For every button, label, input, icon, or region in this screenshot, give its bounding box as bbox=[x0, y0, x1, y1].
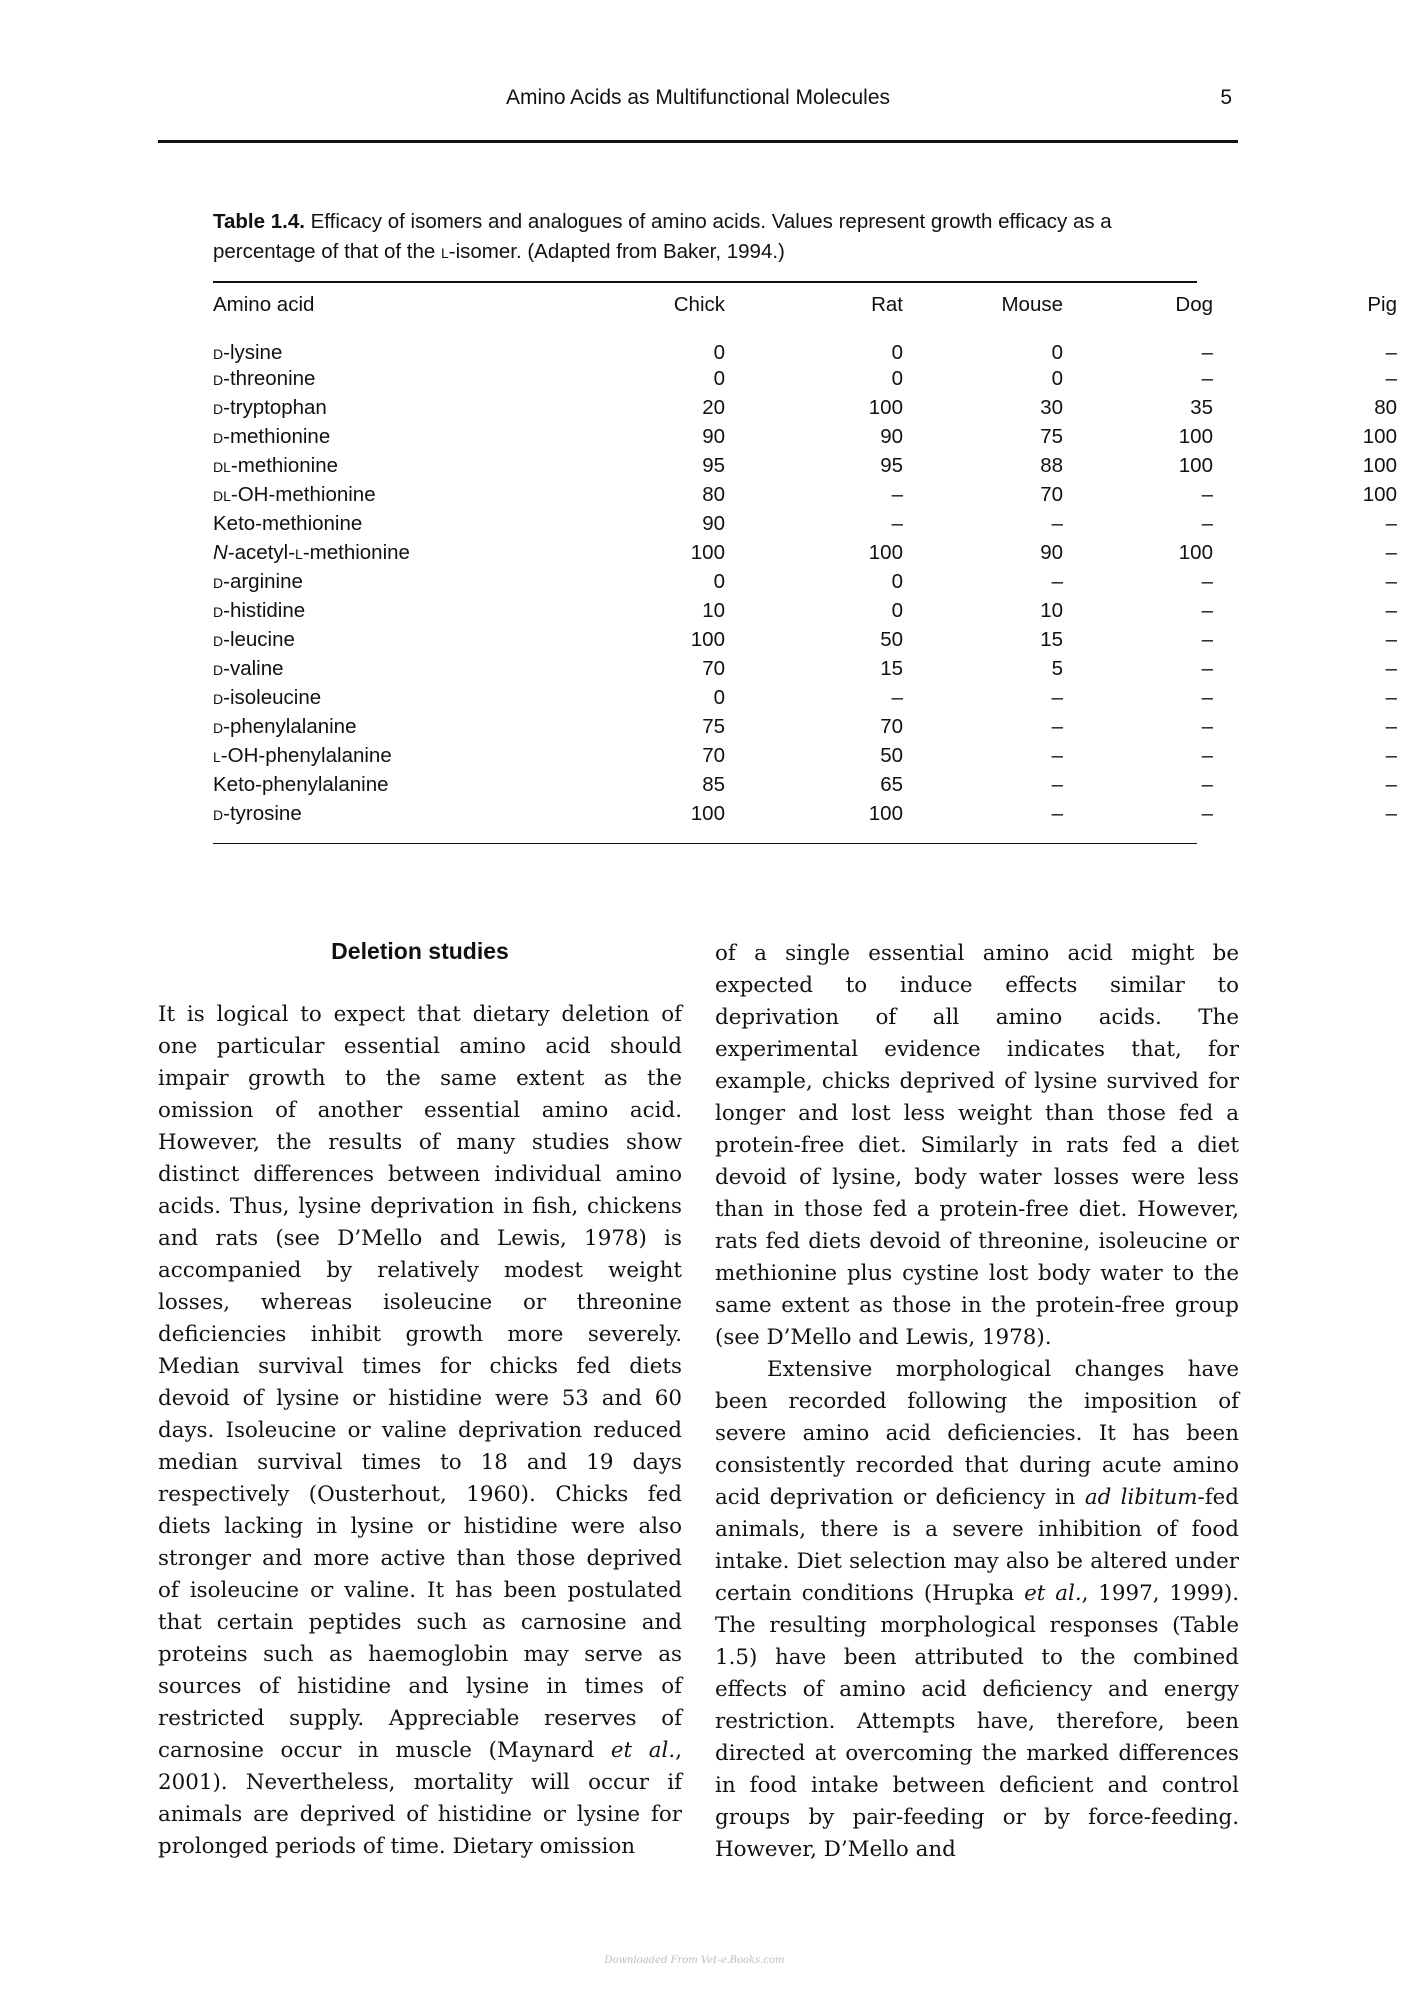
value-cell: – bbox=[1051, 570, 1063, 593]
value-cell: – bbox=[1051, 773, 1063, 796]
table-caption bbox=[213, 207, 1197, 267]
value-cell: – bbox=[1385, 367, 1397, 390]
amino-acid-cell bbox=[213, 539, 513, 568]
header-rule bbox=[158, 140, 1238, 143]
value-cell: – bbox=[1385, 512, 1397, 535]
value-cell: 70 bbox=[702, 744, 725, 767]
value-cell: 85 bbox=[702, 773, 725, 796]
value-cell: 100 bbox=[868, 396, 903, 419]
value-cell: 50 bbox=[880, 744, 903, 767]
amino-acid-name: N-acetyl-l-methionine bbox=[213, 541, 410, 564]
running-title: Amino Acids as Multifunctional Molecules bbox=[505, 86, 890, 109]
value-cell: 90 bbox=[702, 512, 725, 535]
value-cell: – bbox=[1385, 715, 1397, 738]
value-cell: 90 bbox=[1040, 541, 1063, 564]
value-cell: – bbox=[1051, 715, 1063, 738]
amino-acid-name: -histidine bbox=[223, 599, 306, 622]
value-cell: – bbox=[1201, 744, 1213, 767]
table-row bbox=[213, 713, 1407, 742]
value-cell: 100 bbox=[690, 802, 725, 825]
running-header bbox=[158, 86, 1238, 116]
value-cell: – bbox=[1201, 773, 1213, 796]
table-row bbox=[213, 597, 1407, 626]
amino-acid-cell bbox=[213, 394, 513, 423]
isomer-prefix: dl bbox=[213, 483, 231, 506]
isomer-prefix: d bbox=[213, 367, 224, 390]
isomer-prefix: d bbox=[213, 396, 224, 419]
amino-acid-name: -methionine bbox=[223, 425, 331, 448]
table-row bbox=[213, 539, 1407, 568]
paragraph-text: -fed animals, there is a severe inhibition of food intake. Diet selection may also be altered under certain conditions (Hrupka bbox=[715, 1485, 1239, 1606]
table-header-row bbox=[213, 283, 1407, 327]
table-caption-isomer-prefix: l bbox=[440, 240, 449, 263]
column-header: Rat bbox=[871, 292, 903, 316]
value-cell: – bbox=[1201, 657, 1213, 680]
value-cell: – bbox=[1385, 686, 1397, 709]
italic-text: et al. bbox=[610, 1738, 676, 1763]
table-row bbox=[213, 365, 1407, 394]
value-cell: – bbox=[1051, 686, 1063, 709]
amino-acid-cell bbox=[213, 481, 513, 510]
amino-acid-name: -lysine bbox=[223, 340, 283, 364]
value-cell: 100 bbox=[868, 541, 903, 564]
amino-acid-name: -threonine bbox=[223, 367, 316, 390]
amino-acid-name: -methionine bbox=[230, 454, 339, 477]
amino-acid-name: -leucine bbox=[223, 628, 295, 651]
amino-acid-name: -tryptophan bbox=[223, 396, 327, 419]
value-cell: – bbox=[1201, 686, 1213, 709]
download-watermark: Downloaded From Vet-e.Books.com bbox=[604, 1955, 785, 1966]
value-cell: 70 bbox=[1040, 483, 1063, 506]
table-caption-text: Efficacy of isomers and analogues of amino acids. Values represent growth efficacy as a percentage of that of the bbox=[213, 210, 1112, 263]
table-row bbox=[213, 771, 1407, 800]
column-header: Chick bbox=[673, 292, 725, 316]
value-cell: 0 bbox=[713, 340, 725, 364]
value-cell: – bbox=[891, 686, 903, 709]
value-cell: – bbox=[1051, 744, 1063, 767]
value-cell: 88 bbox=[1040, 454, 1063, 477]
value-cell: – bbox=[1051, 512, 1063, 535]
value-cell: – bbox=[1201, 715, 1213, 738]
column-header: Amino acid bbox=[213, 292, 315, 316]
value-cell: – bbox=[1385, 773, 1397, 796]
amino-acid-name: -OH-phenylalanine bbox=[220, 744, 392, 767]
value-cell: 90 bbox=[702, 425, 725, 448]
right-text-column bbox=[715, 938, 1239, 1866]
isomer-prefix: d bbox=[213, 686, 224, 709]
table-bottom-rule bbox=[213, 843, 1197, 845]
amino-acid-cell bbox=[213, 452, 513, 481]
value-cell: – bbox=[1201, 570, 1213, 593]
value-cell: 70 bbox=[880, 715, 903, 738]
value-cell: 50 bbox=[880, 628, 903, 651]
amino-acid-cell bbox=[213, 800, 513, 829]
isomer-prefix: dl bbox=[213, 454, 231, 477]
value-cell: 0 bbox=[891, 367, 903, 390]
amino-acid-cell bbox=[213, 327, 513, 365]
amino-acid-cell bbox=[213, 510, 513, 539]
amino-acid-name: -phenylalanine bbox=[223, 715, 357, 738]
table-row bbox=[213, 568, 1407, 597]
table-row bbox=[213, 510, 1407, 539]
amino-acid-name: -isoleucine bbox=[223, 686, 322, 709]
value-cell: – bbox=[1385, 340, 1397, 364]
amino-acid-name: Keto-phenylalanine bbox=[213, 773, 389, 796]
value-cell: – bbox=[1385, 657, 1397, 680]
value-cell: 100 bbox=[1178, 454, 1213, 477]
value-cell: 100 bbox=[690, 628, 725, 651]
value-cell: 0 bbox=[713, 570, 725, 593]
isomer-prefix: d bbox=[213, 715, 224, 738]
value-cell: 100 bbox=[1362, 483, 1397, 506]
value-cell: – bbox=[891, 483, 903, 506]
value-cell: 0 bbox=[891, 570, 903, 593]
isomer-prefix: d bbox=[213, 599, 224, 622]
value-cell: – bbox=[1385, 628, 1397, 651]
value-cell: – bbox=[1201, 628, 1213, 651]
isomer-prefix: d bbox=[213, 425, 224, 448]
value-cell: 10 bbox=[1040, 599, 1063, 622]
value-cell: 95 bbox=[880, 454, 903, 477]
isomer-prefix: d bbox=[213, 657, 224, 680]
value-cell: 100 bbox=[868, 802, 903, 825]
table-row bbox=[213, 626, 1407, 655]
isomer-prefix: d bbox=[213, 340, 224, 364]
amino-acid-cell bbox=[213, 742, 513, 771]
value-cell: 90 bbox=[880, 425, 903, 448]
table-row bbox=[213, 655, 1407, 684]
isomer-prefix: d bbox=[213, 570, 224, 593]
value-cell: 80 bbox=[702, 483, 725, 506]
value-cell: 75 bbox=[1040, 425, 1063, 448]
table-row bbox=[213, 452, 1407, 481]
value-cell: 0 bbox=[891, 599, 903, 622]
italic-text: ad libitum bbox=[1084, 1485, 1198, 1510]
body-paragraph: of a single essential amino acid might be expected to induce effects similar to deprivation of all amino acids. The experimental evidence indicates that, for example, chicks deprived of lysine survived for longer and lost less weight than those fed a protein-free diet. Similarly in rats fed a diet devoid of lysine, body water losses were less than in those fed a protein-free diet. However, rats fed diets devoid of threonine, isoleucine or methionine plus cystine lost body water to the same extent as those in the protein-free group (see D’Mello and Lewis, 1978). bbox=[715, 941, 1239, 1350]
value-cell: 75 bbox=[702, 715, 725, 738]
amino-acid-name: -valine bbox=[223, 657, 284, 680]
table-row bbox=[213, 684, 1407, 713]
value-cell: – bbox=[1051, 802, 1063, 825]
table-row bbox=[213, 327, 1407, 365]
table-row bbox=[213, 800, 1407, 829]
value-cell: 0 bbox=[1051, 340, 1063, 364]
value-cell: 100 bbox=[1362, 425, 1397, 448]
value-cell: – bbox=[1201, 367, 1213, 390]
amino-acid-cell bbox=[213, 684, 513, 713]
section-heading: Deletion studies bbox=[331, 938, 509, 964]
amino-acid-cell bbox=[213, 423, 513, 452]
value-cell: 30 bbox=[1040, 396, 1063, 419]
table-row bbox=[213, 394, 1407, 423]
column-header: Mouse bbox=[1001, 292, 1063, 316]
value-cell: – bbox=[1385, 541, 1397, 564]
value-cell: – bbox=[1385, 802, 1397, 825]
table-1-4 bbox=[213, 207, 1397, 844]
value-cell: 15 bbox=[1040, 628, 1063, 651]
table-caption-text-end: -isomer. (Adapted from Baker, 1994.) bbox=[448, 240, 785, 263]
table-caption-label: Table 1.4. bbox=[213, 210, 305, 233]
value-cell: 100 bbox=[1178, 541, 1213, 564]
value-cell: 100 bbox=[690, 541, 725, 564]
amino-acid-cell bbox=[213, 713, 513, 742]
value-cell: – bbox=[1385, 744, 1397, 767]
value-cell: – bbox=[1201, 483, 1213, 506]
paragraph-text: , 2001). Nevertheless, mortality will occur if animals are deprived of histidine or lysine for prolonged periods of time. Dietary omission bbox=[158, 1738, 682, 1859]
left-text-column bbox=[158, 999, 682, 1863]
value-cell: 0 bbox=[1051, 367, 1063, 390]
column-header: Dog bbox=[1175, 292, 1213, 316]
value-cell: – bbox=[891, 512, 903, 535]
value-cell: 10 bbox=[702, 599, 725, 622]
value-cell: 100 bbox=[1178, 425, 1213, 448]
amino-acid-name: Keto-methionine bbox=[213, 512, 363, 535]
efficacy-table bbox=[213, 283, 1407, 829]
value-cell: 5 bbox=[1051, 657, 1063, 680]
amino-acid-cell bbox=[213, 568, 513, 597]
amino-acid-cell bbox=[213, 655, 513, 684]
value-cell: – bbox=[1201, 802, 1213, 825]
value-cell: 15 bbox=[880, 657, 903, 680]
isomer-prefix: l bbox=[213, 744, 221, 767]
value-cell: – bbox=[1385, 570, 1397, 593]
body-paragraph bbox=[158, 999, 682, 1863]
value-cell: – bbox=[1385, 599, 1397, 622]
value-cell: 80 bbox=[1374, 396, 1397, 419]
value-cell: – bbox=[1201, 512, 1213, 535]
value-cell: – bbox=[1201, 340, 1213, 364]
value-cell: 65 bbox=[880, 773, 903, 796]
amino-acid-name: -arginine bbox=[223, 570, 303, 593]
page-number: 5 bbox=[1220, 86, 1232, 109]
value-cell: 35 bbox=[1190, 396, 1213, 419]
value-cell: 100 bbox=[1362, 454, 1397, 477]
table-row bbox=[213, 742, 1407, 771]
amino-acid-name: -tyrosine bbox=[223, 802, 302, 825]
paragraph-text: Extensive morphological changes have been recorded following the imposition of severe amino acid deficiencies. It has been consistently recorded that during acute amino acid deprivation or deficiency in bbox=[715, 1357, 1239, 1510]
value-cell: 0 bbox=[713, 686, 725, 709]
paragraph-text: , 1997, 1999). The resulting morphological responses (Table 1.5) have been attributed to the combined effects of amino acid deficiency and energy restriction. Attempts have, therefore, been directed at overcoming the marked differences in food intake between deficient and control groups by pair-feeding or by force-feeding. However, D’Mello and bbox=[715, 1581, 1240, 1862]
value-cell: 70 bbox=[702, 657, 725, 680]
column-header: Pig bbox=[1367, 292, 1397, 316]
isomer-prefix: d bbox=[213, 802, 224, 825]
amino-acid-cell bbox=[213, 771, 513, 800]
value-cell: – bbox=[1201, 599, 1213, 622]
amino-acid-name: -OH-methionine bbox=[230, 483, 376, 506]
italic-text: et al. bbox=[1024, 1581, 1082, 1606]
isomer-prefix: d bbox=[213, 628, 224, 651]
paragraph-text: It is logical to expect that dietary deletion of one particular essential amino acid should impair growth to the same extent as the omission of another essential amino acid. However, the results of many studies show distinct differences between individual amino acids. Thus, lysine deprivation in fish, chickens and rats (see D’Mello and Lewis, 1978) is accompanied by relatively modest weight losses, whereas isoleucine or threonine deficiencies inhibit growth more severely. Median survival times for chicks fed diets devoid of lysine or histidine were 53 and 60 days. Isoleucine or valine deprivation reduced median survival times to 18 and 19 days respectively (Ousterhout, 1960). Chicks fed diets lacking in lysine or histidine were also stronger and more active than those deprived of isoleucine or valine. It has been postulated that certain peptides such as carnosine and proteins such as haemoglobin may serve as sources of histidine and lysine in times of restricted supply. Appreciable reserves of carnosine occur in muscle (Maynard bbox=[158, 1002, 682, 1763]
value-cell: 95 bbox=[702, 454, 725, 477]
value-cell: 0 bbox=[713, 367, 725, 390]
value-cell: 20 bbox=[702, 396, 725, 419]
body-paragraph bbox=[715, 1354, 1239, 1866]
amino-acid-cell bbox=[213, 365, 513, 394]
amino-acid-cell bbox=[213, 626, 513, 655]
table-row bbox=[213, 423, 1407, 452]
value-cell: 0 bbox=[891, 340, 903, 364]
table-row bbox=[213, 481, 1407, 510]
amino-acid-cell bbox=[213, 597, 513, 626]
